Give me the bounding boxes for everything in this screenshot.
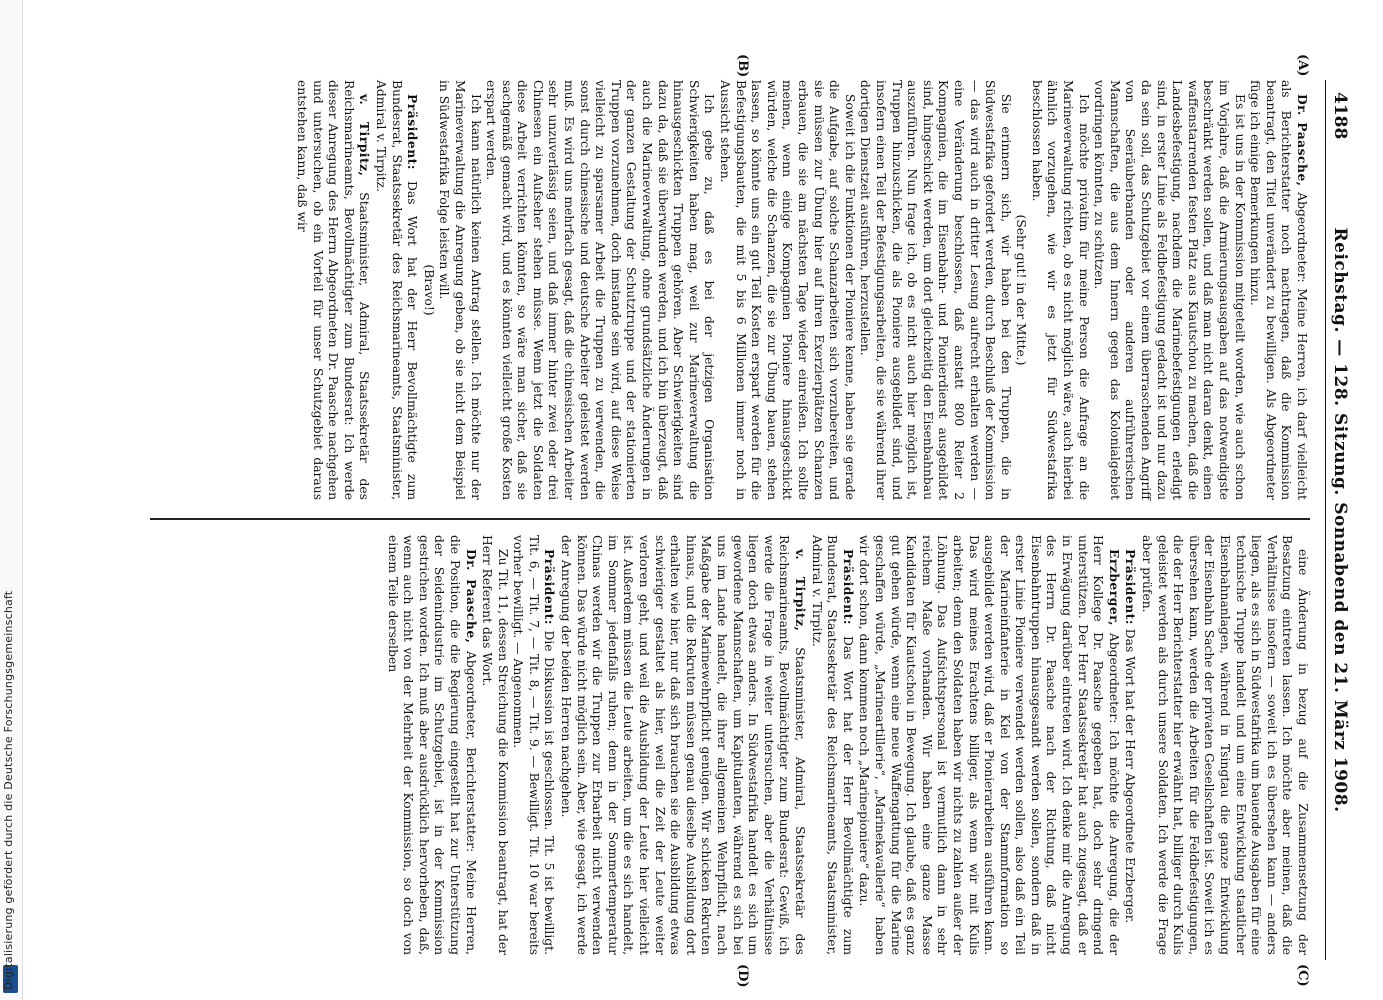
margin-mark-d: (D) — [735, 964, 750, 988]
margin-mark-b: (B) — [735, 54, 750, 78]
paragraph-text: Es ist uns in der Kommission mitgeteilt worden, wie auch schon im Vorjahre, daß die Armierungsausgaben auf das notwendigste beschränkt werden sollen, und daß man nicht daran denkt, einen waffenstarrenden festen Platz aus Kiautschou zu machen, daß die Landesbefestigung, nachdem die Marinebefestigungen erledigt sind, in erster Linie als Feldbefestigung gedacht ist und nur dazu da sein soll, das Schutzgebiet vor einem überraschenden Angriff von Seeräuberbanden oder anderen aufrührerischen Mannschaften, die aus dem Innern gegen das Kolonialgebiet vordringen könnten, zu schützen. — [1092, 80, 1247, 500]
paragraph-text: Abgeordneter: Ich möchte die Anregung, die der Herr Kollege Dr. Paasche gegeben hat, doch sehr dringend unterstützen. Der Herr Staatssekretär hat auch zugesagt, daß er in Erwägung darüber eintreten wird. Ich denke mir die Anregung des Herrn Dr. Paasche nach der Richtung, daß nicht Eisenbahntruppen hinausgesandt werden sollen, sondern daß in erster Linie Pioniere verwendet werden sollen, also daß ein Teil der Marineinfanterie in Kiel von der Stammformation so ausgebildet werden wird, daß er Pionierarbeiten ausführen kann. Das wird meines Erachtens billiger, als wenn wir mit Kulis arbeiten; denn den Soldaten haben wir nichts zu zahlen außer der Löhnung. Das Aufsichtspersonal ist vermutlich dann in sehr reichem Maße vorhanden. Wir haben eine ganze Masse Kandidaten für Kiautschou in Bewegung. Ich glaube, daß es ganz gut gehen würde, wenn eine neue Waffengattung für die Marine geschaffen würde, „Marineartillerie“, „Marinekavallerie“ haben wir dort schon, dann kommen noch „Marinepioniere“ dazu. — [857, 535, 1121, 955]
paragraph-text: Ich kann natürlich keinen Antrag stellen. Ich möchte nur der Marineverwaltung die Anregung geben, ob sie nicht dem Beispiel in Südwestafrika Folge leisten will. — [437, 80, 483, 500]
speaker-name: Präsident: — [840, 549, 856, 625]
paragraph-text: Die Diskussion ist geschlossen. Tit. 5 ist bewilligt. Tit. 6, — Tit. 7, — Tit. 8, — Tit. 9. — Bewilligt. Tit. 10 war bereits vorher bewilligt. — Angenommen. — [511, 535, 557, 955]
paragraph-text: eine Änderung in bezug auf die Zusammensetzung der Besatzung eintreten lassen. Ich möchte aber meinen, daß die Verhältnisse insofern — soweit ich es übersehen kann — anders liegen, als es sich in Südwestafrika um bauende Ausgaben für eine technische Truppe handelt und um eine Entwicklung staatlicher Eisenbahnanlagen, während in Tsingtau die ganze Entwicklung der Eisenbahn Sache der privaten Gesellschaften ist. Soweit ich es übersehen kann, werden die Arbeiten für die Feldbefestigungen, die der Herr Berichterstatter hier erwähnt hat, billiger durch Kulis geleistet werden als durch unsere Soldaten. Ich werde die Frage aber prüfen. — [1140, 535, 1310, 955]
paragraph — [856, 535, 1122, 955]
paragraph-text: Sie erinnern sich, wir haben bei den Truppen, die in Südwestafrika gefordert werden, durch Beschluß der Kommission — das wird auch in dritter Lesung aufrecht erhalten werden — eine Veränderung beschlossen, daß anstatt 800 Reiter 2 Kompagnien, die im Eisenbahn- und Pionierdienst ausgebildet sind, hingeschickt werden, um dort gleichzeitig den Eisenbahnbau auszuführen. Nun frage ich, ob es nicht auch hier möglich ist, Truppen hinzuschicken, die als Pioniere ausgebildet sind, und insofern einen Teil der Befestigungsarbeiten, die sie während ihrer dortigen Dienstzeit ausführen, herzustellen. — [858, 80, 1013, 500]
column-divider — [150, 518, 1310, 520]
paragraph — [1138, 535, 1310, 955]
paragraph — [1091, 80, 1247, 500]
paragraph — [420, 80, 436, 500]
paragraph-text: (Sehr gut! in der Mitte.) — [1014, 214, 1029, 366]
paragraph-text: Ich gebe zu, daß es bei der jetzigen Organisation Schwierigkeiten haben mag, weil zur Marineverwaltung die hinausgeschickten Truppen gehören. Aber Schwierigkeiten sind dazu da, daß sie überwunden werden, und ich bin überzeugt, daß auch die Marineverwaltung, ohne grundsätzliche Änderungen in der ganzen Gestaltung der Schutztruppe und der stationierten Truppen vorzunehmen, doch imstande sein wird, auf diese Weise vielleicht zu sparsamer Arbeit die Truppen zu verwenden, die sonst durch chinesische und deutsche Arbeiter geleistet werden muß. Es wird uns mehrfach gesagt, daß die chinesischen Arbeiter sehr unzuverlässig seien, und daß immer hinter zwei oder drei Chinesen ein Aufseher stehen müsse. Wenn jetzt die Soldaten diese Arbeit verrichten könnten, so wäre man sicher, daß sie sachgemäß gemacht wird, und es könnten vielleicht große Kosten erspart werden. — [484, 80, 717, 500]
paragraph-text: Soweit ich die Funktionen der Pioniere kenne, haben sie gerade die Aufgabe, auf solche Schanzarbeiten sich vorzubereiten, und sie müssen zur Übung hier auf ihren Exerzierplätzen Schanzen erbauen, die sie am nächsten Tage wieder einreißen. Ich sollte meinen, wenn einige Kompagnien Pioniere hinausgeschickt würden, welche die Schanzen, die sie zur Übung bauen, stehen lassen, so könnte uns ein gut Teil Kosten erspart werden für die Befestigungsbauten, die mit 5 bis 6 Millionen immer noch in Aussicht stehen. — [718, 80, 857, 500]
paragraph-text: (Bravo!) — [421, 264, 436, 316]
page-number: 4188 — [1330, 92, 1350, 140]
paragraph-text: Das Wort hat der Herr Abgeordnete Erzberger. — [1123, 624, 1138, 924]
paragraph — [1028, 80, 1090, 500]
paragraph-text: Staatsminister, Admiral, Staatssekretär des Reichsmarineamts, Bevollmächtigter zum Bundesrat: Ich werde dieser Anregung des Herrn Abgeordneten Dr. Paasche nachgehen und untersuchen, ob ein Vorteil für unser Schutzgebiet daraus entstehen kann, daß wir — [295, 80, 372, 500]
speaker-name: Erzberger, — [1106, 549, 1122, 627]
speaker-name: v. Tirpitz, — [357, 94, 373, 177]
paragraph — [436, 80, 483, 500]
paragraph-text: Abgeordneter: Meine Herren, ich darf vielleicht als Berichterstatter noch nachtragen, daß die Kommission beantragt, den Titel unverändert zu bewilligen. Als Abgeordneter füge ich einige Bemerkungen hinzu. — [1248, 80, 1309, 500]
document-page — [120, 54, 1350, 988]
page-header — [1325, 80, 1350, 960]
margin-mark-a: (A) — [1295, 54, 1310, 77]
paragraph — [510, 535, 558, 955]
paragraph — [293, 80, 372, 500]
paragraph-text: Abgeordneter, Berichterstatter: Meine Herren, die Position, die die Regierung eingestellt hat zur Unterstützung der Seidenindustrie im Schutzgebiet, ist in der Kommission gestrichen worden. Ich muß aber ausdrücklich hervorheben, daß, wenn auch nicht von der Mehrheit der Kommission, so doch von einem Teile derselben — [385, 535, 478, 955]
paragraph-text: Ich möchte privatim für meine Person die Anfrage an die Marineverwaltung richten, ob es nicht möglich wäre, auch hierbei ähnlich vorzugehen, wie wir es jetzt für Südwestafrika beschlossen haben. — [1029, 80, 1091, 500]
footer-strip — [0, 0, 23, 1000]
speaker-name: v. Tirpitz, — [793, 549, 808, 632]
paragraph — [483, 80, 717, 500]
footer-credit: Digitalisierung gefördert durch die Deutsche Forschungsgemeinschaft — [2, 590, 15, 990]
paragraph-text: Zu Tit. 11, dessen Streichung die Kommission beantragt, hat der Herr Referent das Wort. — [480, 535, 510, 955]
paragraph — [558, 535, 809, 955]
speaker-name: Präsident: — [1123, 549, 1139, 625]
paragraph — [808, 535, 856, 955]
paragraph — [384, 535, 479, 955]
paragraph — [1122, 535, 1139, 955]
margin-mark-c: (C) — [1295, 964, 1310, 987]
running-head: Reichstag. — 128. Sitzung. Sonnabend den 21. März 1908. — [1330, 227, 1350, 813]
paragraph-text: Das Wort hat der Herr Bevollmächtigte zum Bundesrat, Staatssekretär des Reichsmarineamts, Staatsminister, Admiral v. Tirpitz. — [809, 535, 855, 955]
paragraph — [1247, 80, 1310, 500]
speaker-name: Präsident: — [542, 549, 558, 625]
speaker-name: Präsident: — [405, 94, 421, 170]
paragraph — [479, 535, 510, 955]
speaker-name: Dr. Paasche, — [463, 549, 479, 644]
right-column — [384, 535, 1310, 955]
paragraph — [372, 80, 420, 500]
speaker-name: Dr. Paasche, — [1295, 94, 1310, 187]
paragraph-text: Das Wort hat der Herr Bevollmächtigte zum Bundesrat, Staatssekretär des Reichsmarineamts, Staatsminister, Admiral v. Tirpitz. — [373, 80, 420, 500]
paragraph-text: Staatsminister, Admiral, Staatssekretär des Reichsmarineamts, Bevollmächtigter zum Bundesrat: Gewiß, ich werde die Frage in weiter untersuchen, aber die Verhältnisse liegen doch etwas anders. In Südwestafrika handelt es sich um gewordene Mannschaften, um Kapitulanten, während es sich bei uns im Lande handelt, die ihrer allgemeinen Wehrpflicht, nach Maßgabe der Marinewehrpflicht genügen. Wir schicken Rekruten hinaus, und die Rekruten müssen genau dieselbe Ausbildung dort erhalten wie hier, nur daß sich brauchen sie die Ausbildung etwas schwieriger gestaltet als hier, weil die Zeit der Leute weiter verloren geht, und weil die Ausbildung der Leute hier vielleicht ist. Außerdem müssen die Leute arbeiten, um die es sich handelt, im Sommer jedenfalls ruhen; denn in der Sommertemperatur Chinas werden wir die Truppen zur Erbarbeit nicht verwenden können. Das würde nicht möglich sein. Aber, wie gesagt, ich werde der Anregung der beiden Herren nachgehen. — [559, 535, 807, 955]
paragraph — [857, 80, 1013, 500]
paragraph — [716, 80, 856, 500]
paragraph — [1013, 80, 1029, 500]
left-column — [293, 80, 1310, 500]
